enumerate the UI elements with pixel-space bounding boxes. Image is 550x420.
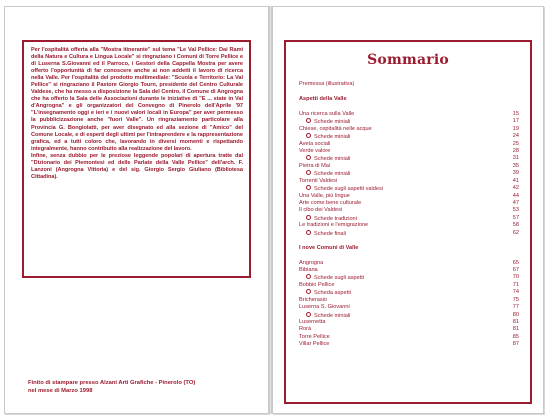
toc-entry <box>299 155 519 162</box>
toc-page-number: 71 <box>512 281 519 288</box>
toc-page-number: 87 <box>512 341 519 348</box>
toc-entry <box>299 185 519 192</box>
toc-entry-text: Scheda aspetti <box>314 290 352 297</box>
toc-page-number: 31 <box>512 155 519 162</box>
circle-bullet-icon <box>306 185 311 190</box>
toc-page-number: 58 <box>512 222 519 229</box>
toc-entry-label <box>299 163 330 170</box>
toc-list <box>299 81 519 349</box>
toc-entry-label <box>299 81 354 88</box>
toc-entry-label <box>299 267 318 274</box>
toc-entry-text: Lusernetta <box>299 319 326 325</box>
toc-entry-text: Schede finali <box>314 230 347 237</box>
acknowledgements-paragraph-2: Infine, senza dubbio per le preziose leggende popolari di apertura tratte dal "Dizionario dei Piemontesi ed delle Parlate della Valle Pellice" dell'arch. F. Lanzoni (Angrogna Vittoria) e del sig. Giorgio Sergio Giuliano (Bibliotesa Cittadina). <box>31 152 243 180</box>
toc-entry <box>299 215 519 222</box>
toc-title: Sommario <box>367 52 449 68</box>
circle-bullet-icon <box>306 133 311 138</box>
toc-page-number: 62 <box>512 229 519 236</box>
toc-entry <box>299 297 519 304</box>
toc-entry <box>299 126 519 133</box>
toc-page-number: 80 <box>512 311 519 318</box>
circle-bullet-icon <box>306 118 311 123</box>
toc-entry-text: Pietra di Mai <box>299 162 331 169</box>
toc-entry <box>299 178 519 185</box>
toc-entry-label <box>299 260 323 267</box>
colophon-line-1: Finito di stampare presso Alzani Arti Grafiche - Pinerolo (TO) <box>28 380 196 386</box>
toc-entry <box>299 81 519 88</box>
toc-entry-text: Verde valore <box>299 147 331 154</box>
toc-entry-text: Le tradizioni e l'emigrazione <box>299 222 369 229</box>
toc-page-number: 67 <box>512 266 519 273</box>
toc-entry-text: Torrenti Valdesi <box>299 177 338 184</box>
toc-spacer <box>299 103 519 110</box>
toc-entry-text: Torre Pellice <box>299 333 330 340</box>
toc-page-number: 81 <box>512 326 519 333</box>
toc-page-number: 75 <box>512 296 519 303</box>
toc-entry-label <box>299 126 372 133</box>
toc-entry <box>299 163 519 170</box>
toc-page-number: 17 <box>512 118 519 125</box>
toc-page-number: 57 <box>512 214 519 221</box>
toc-spacer <box>299 252 519 259</box>
toc-entry-label <box>299 334 330 341</box>
toc-page-number: 85 <box>512 333 519 340</box>
toc-entry-text: Luserna S. Giovanni <box>299 304 350 311</box>
toc-entry-text: Schede miniali <box>314 134 351 141</box>
toc-entry <box>299 118 519 125</box>
toc-page-number: 35 <box>512 162 519 169</box>
toc-page-number: 74 <box>512 289 519 296</box>
toc-entry <box>299 282 519 289</box>
toc-page-number: 81 <box>512 319 519 325</box>
toc-entry <box>299 274 519 281</box>
toc-entry-label <box>299 222 368 229</box>
toc-entry-text: Schede miniali <box>314 171 351 178</box>
toc-entry-text: Villar Pellice <box>299 341 330 348</box>
toc-entry <box>299 170 519 177</box>
toc-entry-text: Arte come bene culturale <box>299 200 362 206</box>
circle-bullet-icon <box>306 215 311 220</box>
toc-entry-label <box>299 193 350 200</box>
toc-entry <box>299 326 519 333</box>
toc-entry-text: Schede sugli aspetti <box>314 275 365 282</box>
toc-entry-text: Aspetti della Valle <box>299 95 347 102</box>
toc-entry-label <box>299 319 325 326</box>
toc-entry-label <box>299 200 361 207</box>
circle-bullet-icon <box>306 170 311 175</box>
toc-entry <box>299 141 519 148</box>
toc-entry-label <box>299 282 334 289</box>
toc-entry-text: Una Valle, più lingue <box>299 192 350 199</box>
toc-entry <box>299 312 519 319</box>
toc-entry <box>299 148 519 155</box>
circle-bullet-icon <box>306 230 311 235</box>
toc-entry-text: Il cibo dei Valdesi <box>299 207 343 214</box>
toc-section-heading <box>299 96 519 103</box>
circle-bullet-icon <box>306 155 311 160</box>
toc-entry-text: Bobbio Pellice <box>299 281 335 288</box>
acknowledgements-paragraph-1: Per l'ospitalità offerta alla "Mostra itinerante" sul tema "Le Val Pellice: Dai Rami della Natura e Cultura e Lingua Locale" si ringraziano i Comuni di Torre Pellice e di Luserna S.Giovanni ed il Parroco, i Gestori della Cappella Mostra per avere offerto l'opportunità di far conoscere anche ai non addetti il lavoro di ricerca nella Valle. Per l'ospitalità del prodotto multimediale: "Scuola e Territorio: La Val Pellice" si ringraziano il Pastore Giorgio Tourn, presidente del Centro Culturale Valdese, che ha messo a disposizione la Sala del Centro, il Comune di Angrogna che ha offerto la Sala delle Associazioni durante le iniziative di "E ... state in Val d'Angrogna" e gli organizzatori del Convegno di Pinerolo dell'Aprile '97 "L'insegnamento oggi e ieri e i nuovi valori locali in Europa" per aver permesso la pubblicizzazione anche "fuori Valle". Un ringraziamento particolare alla Provincia G. Bongiolatti, per aver disegnato ed alla sezione di "Amico" del Comune Locale, e di esperti degli ultimi per l'intraprendere e la rappresentazione grafica, ed a tutti coloro che, lavorando in diversi momenti e rispettando integralmente, hanno contribuito alla realizzazione del lavoro. <box>31 47 243 152</box>
toc-entry-label <box>299 304 350 311</box>
circle-bullet-icon <box>306 274 311 279</box>
toc-entry <box>299 260 519 267</box>
toc-entry-text: Schede miniali <box>314 119 351 126</box>
toc-page-number: 70 <box>512 274 519 281</box>
toc-entry <box>299 200 519 207</box>
circle-bullet-icon <box>306 312 311 317</box>
toc-entry-text: Premessa (illustrativa) <box>299 81 355 87</box>
toc-section-heading <box>299 245 519 252</box>
toc-entry-label <box>299 111 354 118</box>
table-of-contents-box <box>284 40 532 404</box>
toc-entry <box>299 304 519 311</box>
toc-entry-label <box>299 207 342 214</box>
toc-entry-text: Schede sugli aspetti valdesi <box>314 186 384 193</box>
toc-entry-text: Schede tradizioni <box>314 215 357 222</box>
toc-entry-label <box>299 326 311 333</box>
toc-entry <box>299 334 519 341</box>
toc-spacer <box>299 88 519 95</box>
acknowledgements-box <box>22 40 251 278</box>
toc-entry <box>299 230 519 237</box>
toc-page-number: 15 <box>512 110 519 117</box>
toc-page-number: 53 <box>512 207 519 214</box>
toc-entry-text: Bibiana <box>299 266 318 273</box>
toc-entry-text: Schede miniali <box>314 156 351 163</box>
toc-page-number: 28 <box>512 147 519 154</box>
toc-entry <box>299 267 519 274</box>
toc-entry <box>299 111 519 118</box>
toc-entry <box>299 319 519 326</box>
toc-entry-label <box>299 178 337 185</box>
toc-page-number: 24 <box>512 133 519 140</box>
toc-page-number: 65 <box>512 259 519 266</box>
toc-entry-text: I nove Comuni di Valle <box>299 244 359 251</box>
left-page <box>4 6 269 414</box>
colophon-line-2: nel mese di Marzo 1998 <box>28 388 93 394</box>
toc-entry-text: Aveta sociali <box>299 140 331 147</box>
toc-entry-label <box>299 141 330 148</box>
toc-spacer <box>299 237 519 244</box>
toc-entry-label <box>299 245 358 252</box>
toc-page-number: 25 <box>512 140 519 147</box>
toc-entry <box>299 207 519 214</box>
toc-entry-label <box>299 96 347 103</box>
toc-page-number: 19 <box>512 125 519 132</box>
printer-colophon <box>28 379 258 395</box>
toc-entry-label <box>299 297 327 304</box>
toc-page-number: 41 <box>512 177 519 184</box>
circle-bullet-icon <box>306 289 311 294</box>
toc-page-number: 77 <box>512 304 519 311</box>
toc-entry-label <box>299 148 330 155</box>
toc-entry-label <box>299 341 329 348</box>
toc-entry-text: Bricherasio <box>299 296 327 303</box>
toc-entry <box>299 289 519 296</box>
toc-entry <box>299 193 519 200</box>
toc-entry-text: Rorà <box>299 326 312 333</box>
toc-page-number: 44 <box>512 192 519 199</box>
toc-entry-text: Chiese, ospitalità nelle acque <box>299 125 372 132</box>
toc-entry <box>299 133 519 140</box>
right-page <box>272 6 544 414</box>
toc-page-number: 47 <box>512 200 519 206</box>
toc-page-number: 42 <box>512 185 519 192</box>
toc-page-number: 39 <box>512 170 519 177</box>
toc-entry-text: Una ricerca sulla Valle <box>299 110 355 117</box>
toc-entry <box>299 222 519 229</box>
toc-entry <box>299 341 519 348</box>
toc-entry-text: Schede miniali <box>314 312 351 319</box>
toc-entry-text: Angrogna <box>299 259 324 266</box>
